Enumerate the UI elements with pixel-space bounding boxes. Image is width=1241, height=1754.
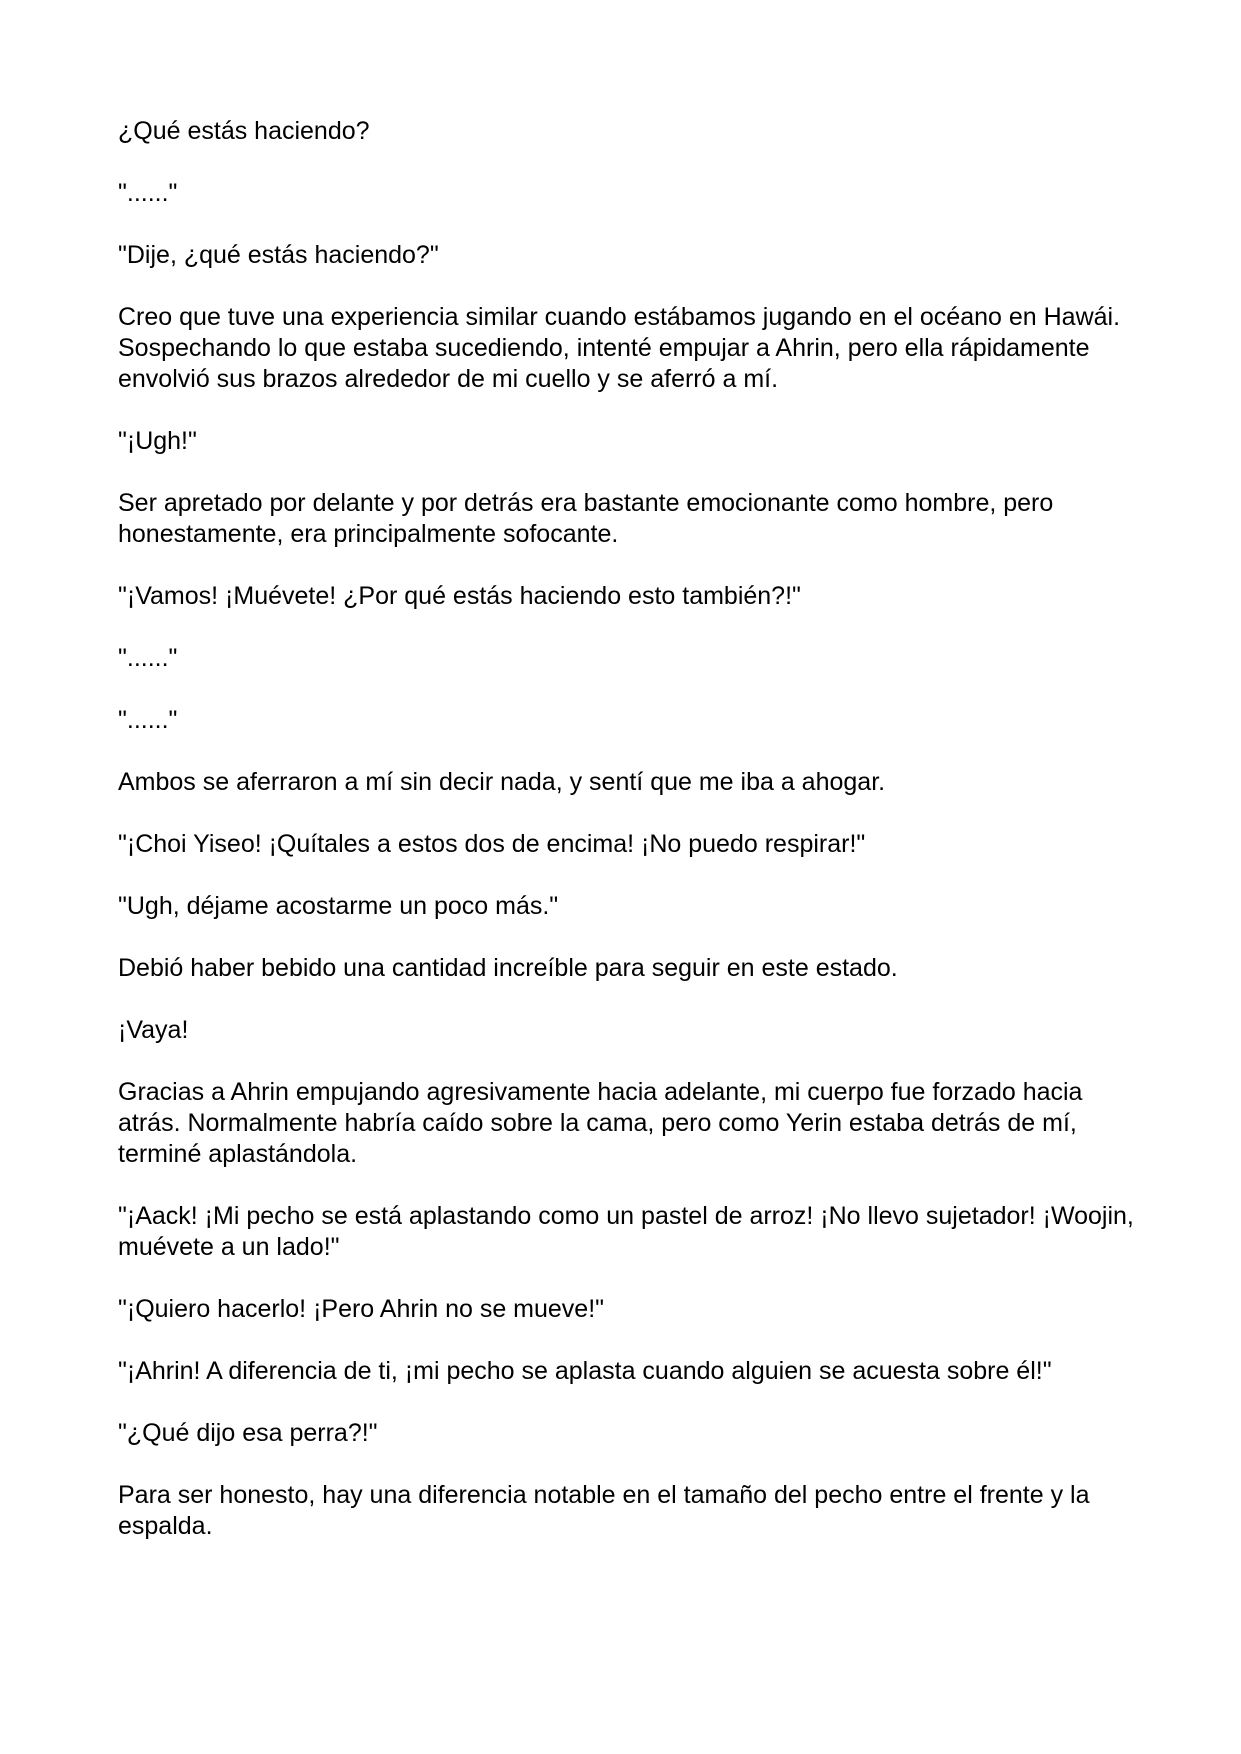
document-body	[118, 116, 1138, 1573]
paragraph: Creo que tuve una experiencia similar cuando estábamos jugando en el océano en Hawái. Sospechando lo que estaba sucediendo, intenté empujar a Ahrin, pero ella rápidamente envolvió sus brazos alrededor de mi cuello y se aferró a mí.	[118, 303, 1121, 393]
paragraph: Ser apretado por delante y por detrás era bastante emocionante como hombre, pero honestamente, era principalmente sofocante.	[118, 489, 1054, 548]
paragraph: "¿Qué dijo esa perra?!"	[118, 1419, 378, 1447]
paragraph: ¡Vaya!	[118, 1016, 189, 1044]
paragraph: "¡Aack! ¡Mi pecho se está aplastando como un pastel de arroz! ¡No llevo sujetador! ¡Woojin, muévete a un lado!"	[118, 1202, 1134, 1261]
paragraph: Debió haber bebido una cantidad increíble para seguir en este estado.	[118, 954, 898, 982]
paragraph: "Dije, ¿qué estás haciendo?"	[118, 241, 439, 269]
paragraph: ¿Qué estás haciendo?	[118, 117, 370, 145]
paragraph: "¡Ahrin! A diferencia de ti, ¡mi pecho se aplasta cuando alguien se acuesta sobre él!"	[118, 1357, 1052, 1385]
paragraph: "......"	[118, 179, 178, 207]
paragraph: "¡Quiero hacerlo! ¡Pero Ahrin no se mueve!"	[118, 1295, 605, 1323]
paragraph: Gracias a Ahrin empujando agresivamente hacia adelante, mi cuerpo fue forzado hacia atrás. Normalmente habría caído sobre la cama, pero como Yerin estaba detrás de mí, terminé aplastándola.	[118, 1078, 1083, 1168]
paragraph: "¡Ugh!"	[118, 427, 197, 455]
paragraph: Ambos se aferraron a mí sin decir nada, y sentí que me iba a ahogar.	[118, 768, 886, 796]
paragraph: "Ugh, déjame acostarme un poco más."	[118, 892, 559, 920]
paragraph: Para ser honesto, hay una diferencia notable en el tamaño del pecho entre el frente y la espalda.	[118, 1481, 1090, 1540]
paragraph: "¡Choi Yiseo! ¡Quítales a estos dos de encima! ¡No puedo respirar!"	[118, 830, 866, 858]
paragraph: "¡Vamos! ¡Muévete! ¿Por qué estás haciendo esto también?!"	[118, 582, 801, 610]
paragraph: "......"	[118, 644, 178, 672]
paragraph: "......"	[118, 706, 178, 734]
